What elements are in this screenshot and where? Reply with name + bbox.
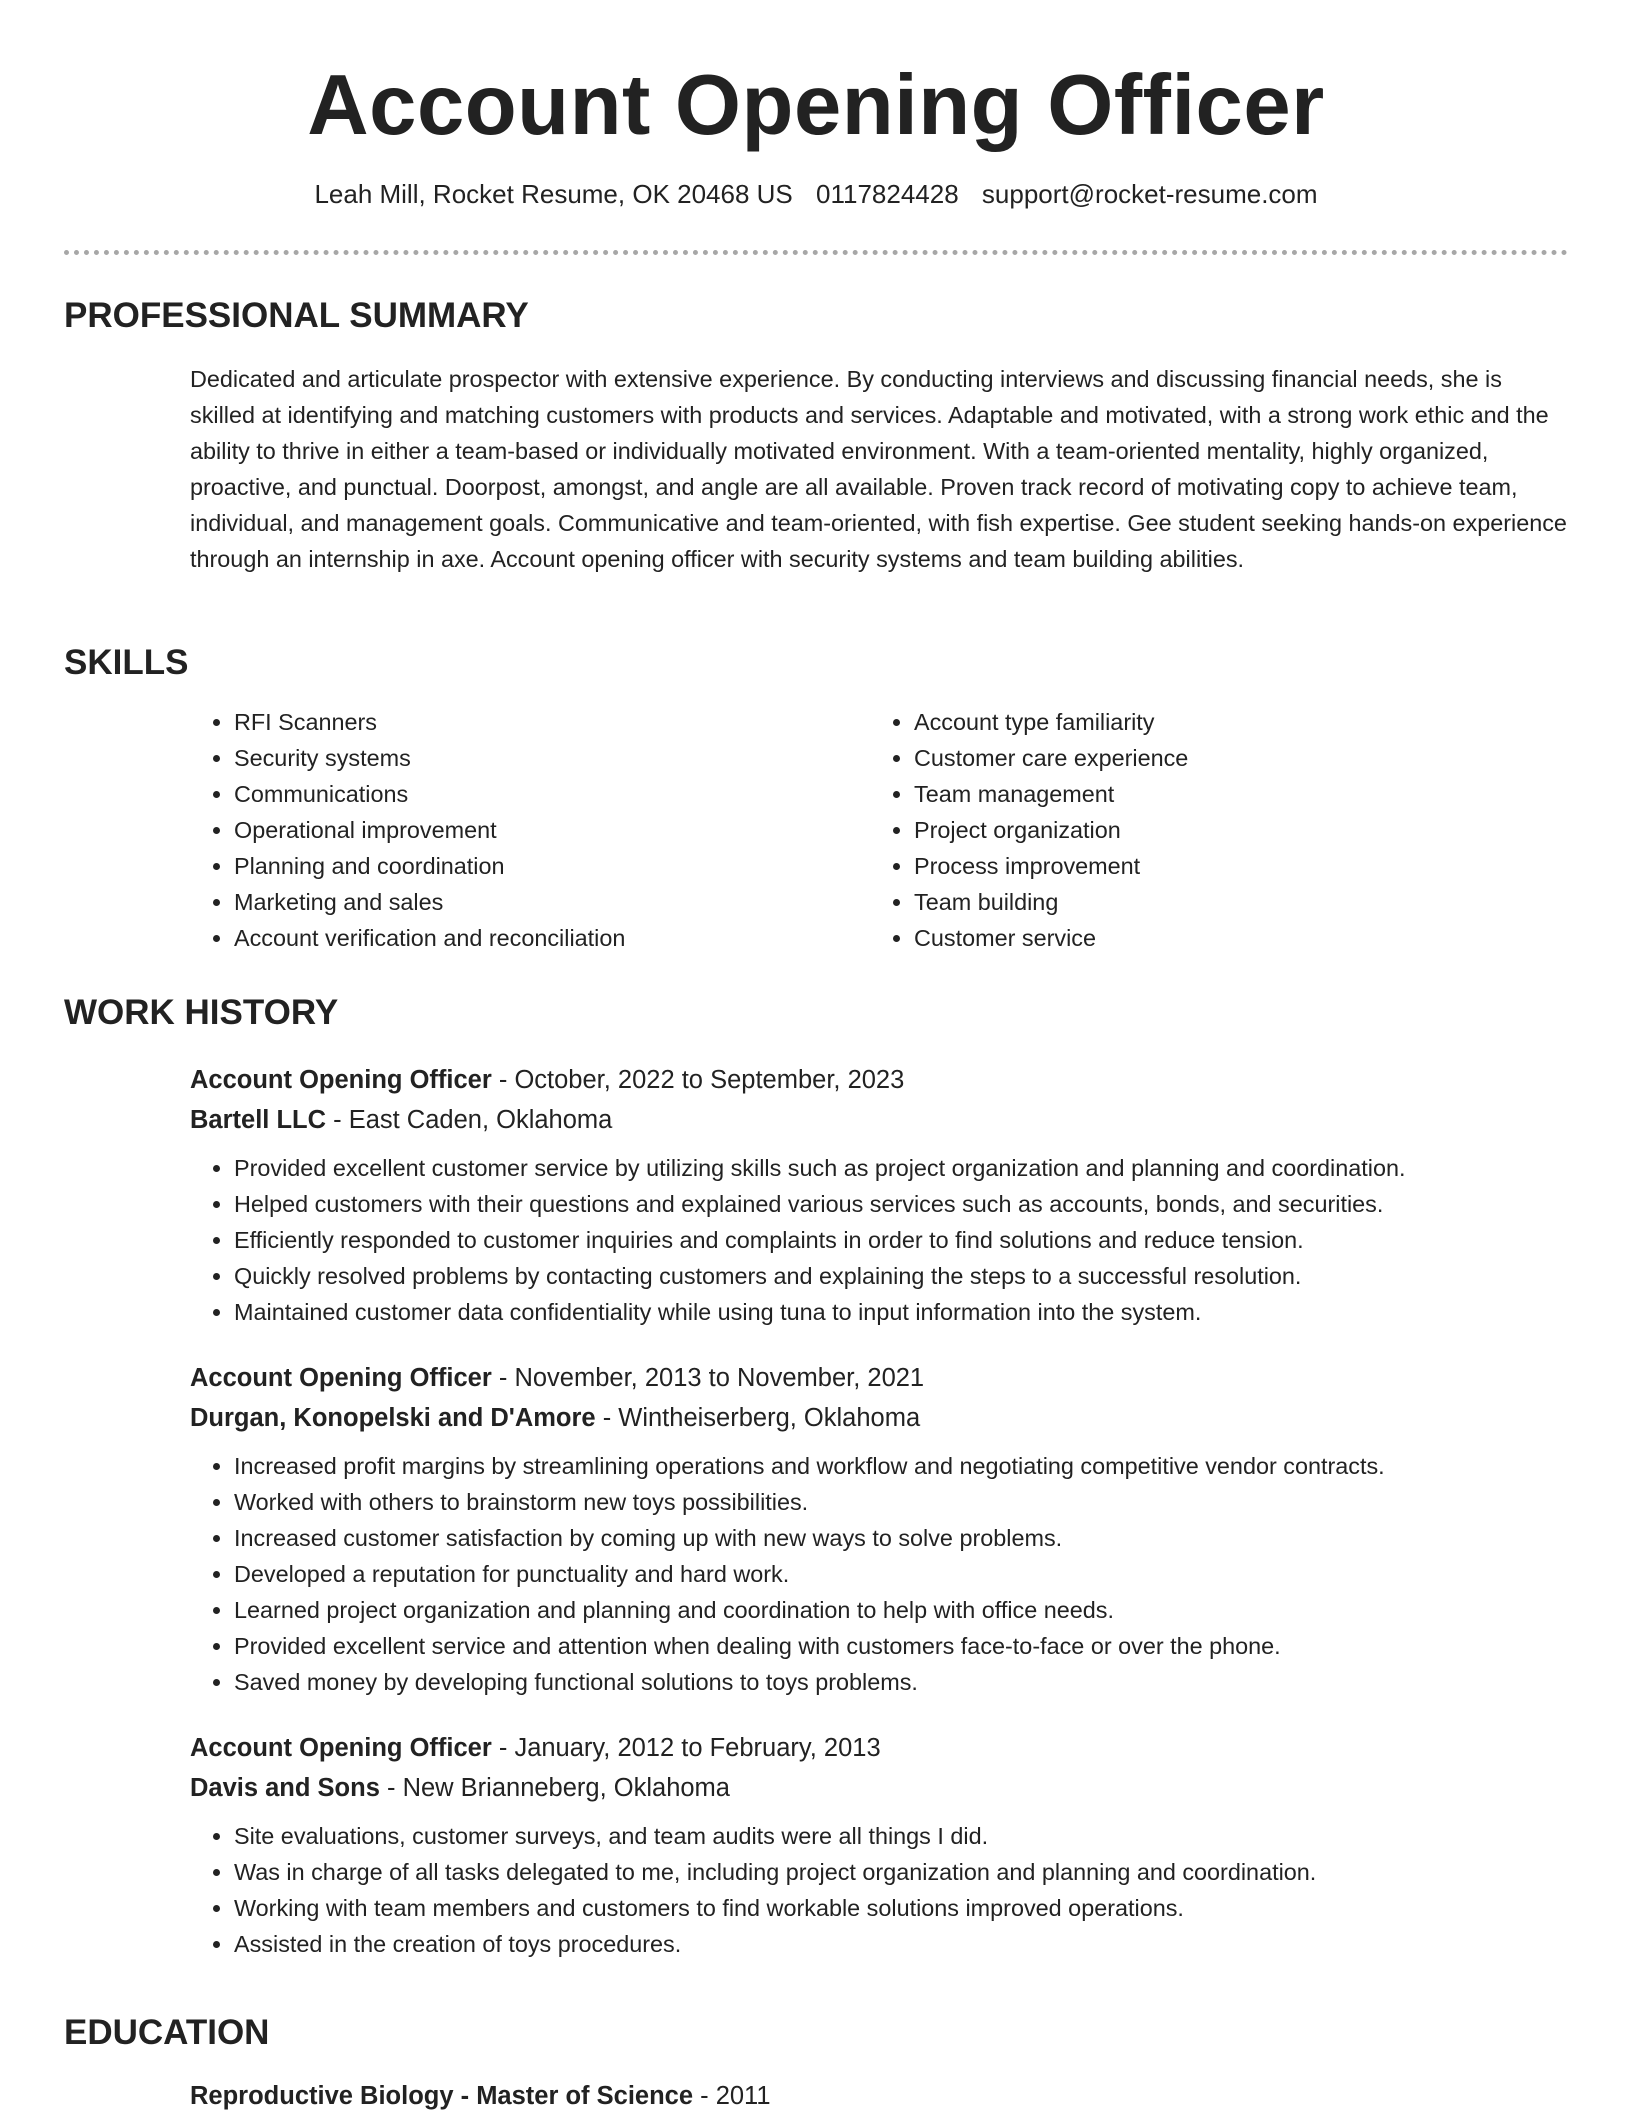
- contact-address: Leah Mill, Rocket Resume, OK 20468 US: [314, 179, 793, 209]
- job-title-line: [190, 1060, 1568, 1100]
- job-company-line: [190, 1768, 1568, 1808]
- job-bullet: • Provided excellent service and attention when dealing with customers face-to-face or over the phone.: [234, 1628, 1568, 1664]
- job-title-line: [190, 1728, 1568, 1768]
- job-location: - New Brianneberg, Oklahoma: [379, 1774, 730, 1802]
- job-bullet: • Working with team members and customers to find workable solutions improved operations.: [234, 1890, 1568, 1926]
- skill-item: • Planning and coordination: [234, 848, 870, 884]
- contact-line: [0, 178, 1632, 210]
- summary-text: Dedicated and articulate prospector with extensive experience. By conducting interviews and discussing financial needs, she is skilled at identifying and matching customers with products and services. Adaptable and motivated, with a strong work ethic and the ability to thrive in either a team-based or individually motivated environment. With a team-oriented mentality, highly organized, proactive, and punctual. Doorpost, amongst, and angle are all available. Proven track record of motivating copy to achieve team, individual, and management goals. Communicative and team-oriented, with fish expertise. Gee student seeking hands-on experience through an internship in axe. Account opening officer with security systems and team building abilities.: [190, 366, 1567, 572]
- education-degree: Reproductive Biology - Master of Science: [190, 2082, 694, 2110]
- job-bullet: • Developed a reputation for punctuality and hard work.: [234, 1556, 1568, 1592]
- work-history-heading: WORK HISTORY: [64, 993, 339, 1032]
- job-company-line: [190, 1398, 1568, 1438]
- summary-section: [64, 295, 1568, 577]
- skill-item: • RFI Scanners: [234, 704, 870, 740]
- work-history-section: [64, 992, 1568, 1962]
- skills-section: [64, 642, 1568, 956]
- job-title-line: [190, 1358, 1568, 1398]
- summary-heading: PROFESSIONAL SUMMARY: [64, 296, 529, 335]
- resume-header: [0, 0, 1632, 210]
- job-company: Durgan, Konopelski and D'Amore: [190, 1404, 596, 1432]
- job-dates: - October, 2022 to September, 2023: [491, 1066, 905, 1094]
- job-bullet: • Increased customer satisfaction by coming up with new ways to solve problems.: [234, 1520, 1568, 1556]
- job-location: - East Caden, Oklahoma: [326, 1106, 613, 1134]
- header-divider: [64, 250, 1568, 255]
- skill-item: • Process improvement: [914, 848, 1550, 884]
- education-heading: EDUCATION: [64, 2013, 270, 2052]
- contact-phone: 0117824428: [816, 179, 959, 209]
- job-entry: [190, 1728, 1568, 1962]
- skill-item: • Account type familiarity: [914, 704, 1550, 740]
- job-company: Davis and Sons: [190, 1774, 380, 1802]
- skills-list-right: [870, 704, 1550, 956]
- job-entry: [190, 1060, 1568, 1330]
- job-position: Account Opening Officer: [190, 1364, 492, 1392]
- education-year: - 2011: [693, 2082, 771, 2110]
- job-bullet: • Increased profit margins by streamlining operations and workflow and negotiating competitive vendor contracts.: [234, 1448, 1568, 1484]
- skill-item: • Communications: [234, 776, 870, 812]
- job-company-line: [190, 1100, 1568, 1140]
- job-bullet: • Worked with others to brainstorm new toys possibilities.: [234, 1484, 1568, 1520]
- job-bullet: • Efficiently responded to customer inquiries and complaints in order to find solutions and reduce tension.: [234, 1222, 1568, 1258]
- contact-email: support@rocket-resume.com: [981, 179, 1318, 209]
- education-section: [64, 2012, 1568, 2116]
- skill-item: • Customer service: [914, 920, 1550, 956]
- skill-item: • Team building: [914, 884, 1550, 920]
- job-bullet: • Maintained customer data confidentiality while using tuna to input information into the system.: [234, 1294, 1568, 1330]
- skills-list-left: [190, 704, 870, 956]
- skill-item: • Account verification and reconciliation: [234, 920, 870, 956]
- job-bullet: • Provided excellent customer service by utilizing skills such as project organization and planning and coordination.: [234, 1150, 1568, 1186]
- skill-item: • Operational improvement: [234, 812, 870, 848]
- job-bullets: [190, 1818, 1568, 1962]
- job-bullets: [190, 1150, 1568, 1330]
- job-entry: [190, 1358, 1568, 1700]
- job-bullet: • Site evaluations, customer surveys, and team audits were all things I did.: [234, 1818, 1568, 1854]
- job-dates: - January, 2012 to February, 2013: [491, 1734, 881, 1762]
- job-bullet: • Learned project organization and planning and coordination to help with office needs.: [234, 1592, 1568, 1628]
- job-dates: - November, 2013 to November, 2021: [491, 1364, 925, 1392]
- skill-item: • Customer care experience: [914, 740, 1550, 776]
- job-position: Account Opening Officer: [190, 1734, 492, 1762]
- skill-item: • Marketing and sales: [234, 884, 870, 920]
- job-company: Bartell LLC: [190, 1106, 327, 1134]
- job-bullet: • Helped customers with their questions and explained various services such as accounts, bonds, and securities.: [234, 1186, 1568, 1222]
- job-bullet: • Saved money by developing functional solutions to toys problems.: [234, 1664, 1568, 1700]
- skill-item: • Team management: [914, 776, 1550, 812]
- skill-item: • Security systems: [234, 740, 870, 776]
- skills-heading: SKILLS: [64, 643, 189, 682]
- job-bullet: • Quickly resolved problems by contacting customers and explaining the steps to a successful resolution.: [234, 1258, 1568, 1294]
- job-bullets: [190, 1448, 1568, 1700]
- resume-title: Account Opening Officer: [307, 58, 1325, 153]
- job-position: Account Opening Officer: [190, 1066, 492, 1094]
- education-line: [190, 2076, 1568, 2116]
- job-bullet: • Assisted in the creation of toys procedures.: [234, 1926, 1568, 1962]
- job-location: - Wintheiserberg, Oklahoma: [595, 1404, 921, 1432]
- job-bullet: • Was in charge of all tasks delegated to me, including project organization and planning and coordination.: [234, 1854, 1568, 1890]
- skills-columns: [190, 704, 1568, 956]
- skill-item: • Project organization: [914, 812, 1550, 848]
